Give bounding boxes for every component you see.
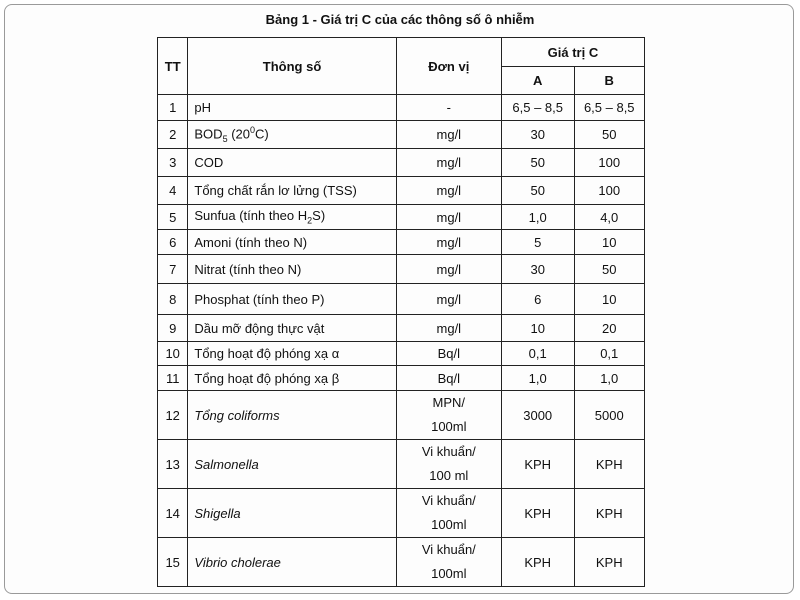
row-value-a: 1,0 bbox=[501, 205, 574, 230]
row-tt: 9 bbox=[158, 315, 188, 342]
row-unit: mg/l bbox=[396, 315, 501, 342]
row-tt: 2 bbox=[158, 121, 188, 149]
row-tt: 7 bbox=[158, 255, 188, 284]
row-tt: 14 bbox=[158, 489, 188, 538]
row-unit: Bq/l bbox=[396, 366, 501, 391]
row-unit: mg/l bbox=[396, 149, 501, 177]
row-value-a: 5 bbox=[501, 230, 574, 255]
pollution-parameters-table bbox=[157, 37, 645, 587]
table-row bbox=[158, 284, 645, 315]
row-name-part: C) bbox=[255, 126, 269, 142]
row-value-b: 10 bbox=[574, 284, 645, 315]
row-unit-line: 100ml bbox=[431, 517, 467, 532]
row-unit-line: Vi khuẩn/ bbox=[421, 542, 476, 557]
table-row bbox=[158, 205, 645, 230]
table-row bbox=[158, 391, 645, 440]
header-tt: TT bbox=[158, 38, 188, 95]
row-value-a: KPH bbox=[501, 489, 574, 538]
row-value-b: 20 bbox=[574, 315, 645, 342]
table-row bbox=[158, 95, 645, 121]
row-value-a: 50 bbox=[501, 177, 574, 205]
row-value-a: 0,1 bbox=[501, 342, 574, 366]
row-value-b: 10 bbox=[574, 230, 645, 255]
row-unit bbox=[396, 489, 501, 538]
row-value-b: 50 bbox=[574, 121, 645, 149]
table-row bbox=[158, 255, 645, 284]
table-row bbox=[158, 342, 645, 366]
table-row bbox=[158, 489, 645, 538]
row-value-b: KPH bbox=[574, 440, 645, 489]
row-name: Tổng hoạt độ phóng xạ α bbox=[188, 342, 396, 366]
row-value-a: 1,0 bbox=[501, 366, 574, 391]
table-row bbox=[158, 366, 645, 391]
table-row bbox=[158, 149, 645, 177]
row-unit-line: 100ml bbox=[431, 419, 467, 434]
row-tt: 5 bbox=[158, 205, 188, 230]
row-value-a: 50 bbox=[501, 149, 574, 177]
row-unit: mg/l bbox=[396, 177, 501, 205]
row-unit: Bq/l bbox=[396, 342, 501, 366]
row-value-b: 6,5 – 8,5 bbox=[574, 95, 645, 121]
row-unit bbox=[396, 440, 501, 489]
row-name: Vibrio cholerae bbox=[188, 538, 396, 587]
row-name: pH bbox=[188, 95, 396, 121]
row-value-b: KPH bbox=[574, 538, 645, 587]
header-a: A bbox=[501, 67, 574, 95]
row-tt: 13 bbox=[158, 440, 188, 489]
row-value-a: KPH bbox=[501, 440, 574, 489]
row-value-a: 6 bbox=[501, 284, 574, 315]
header-b: B bbox=[574, 67, 645, 95]
row-name bbox=[188, 205, 396, 230]
table-row bbox=[158, 230, 645, 255]
row-name: Nitrat (tính theo N) bbox=[188, 255, 396, 284]
table-row bbox=[158, 440, 645, 489]
header-don-vi: Đơn vị bbox=[396, 38, 501, 95]
row-name-subscript: 2 bbox=[307, 215, 313, 226]
row-value-b: 100 bbox=[574, 177, 645, 205]
row-name-part: Sunfua (tính theo H bbox=[194, 208, 308, 224]
row-unit: mg/l bbox=[396, 230, 501, 255]
row-tt: 11 bbox=[158, 366, 188, 391]
row-value-a: 10 bbox=[501, 315, 574, 342]
row-value-b: 1,0 bbox=[574, 366, 645, 391]
row-unit: mg/l bbox=[396, 205, 501, 230]
table-row bbox=[158, 177, 645, 205]
table-row bbox=[158, 315, 645, 342]
row-tt: 1 bbox=[158, 95, 188, 121]
row-name-part: (20 bbox=[227, 126, 250, 142]
row-value-a: KPH bbox=[501, 538, 574, 587]
row-value-a: 3000 bbox=[501, 391, 574, 440]
row-unit-line: MPN/ bbox=[432, 395, 466, 410]
row-name: Tổng hoạt độ phóng xạ β bbox=[188, 366, 396, 391]
row-value-b: 5000 bbox=[574, 391, 645, 440]
row-name: Amoni (tính theo N) bbox=[188, 230, 396, 255]
header-gia-tri-c: Giá trị C bbox=[501, 38, 644, 67]
row-value-a: 30 bbox=[501, 121, 574, 149]
row-unit-line: Vi khuẩn/ bbox=[421, 444, 476, 459]
table-title: Bảng 1 - Giá trị C của các thông số ô nhiễm bbox=[265, 12, 535, 27]
row-name: Salmonella bbox=[188, 440, 396, 489]
row-value-b: 50 bbox=[574, 255, 645, 284]
row-unit: mg/l bbox=[396, 121, 501, 149]
row-name: Dầu mỡ động thực vật bbox=[188, 315, 396, 342]
row-value-b: 0,1 bbox=[574, 342, 645, 366]
row-name: Tổng chất rắn lơ lửng (TSS) bbox=[188, 177, 396, 205]
row-unit-line: 100 ml bbox=[429, 468, 469, 483]
row-unit-line: Vi khuẩn/ bbox=[421, 493, 476, 508]
row-tt: 3 bbox=[158, 149, 188, 177]
row-name-part: BOD bbox=[194, 126, 223, 142]
row-value-a: 30 bbox=[501, 255, 574, 284]
row-tt: 4 bbox=[158, 177, 188, 205]
header-row bbox=[158, 38, 645, 67]
table-row bbox=[158, 121, 645, 149]
row-unit: mg/l bbox=[396, 255, 501, 284]
row-tt: 8 bbox=[158, 284, 188, 315]
row-unit: - bbox=[396, 95, 501, 121]
row-unit-line: 100ml bbox=[431, 566, 467, 581]
row-value-a: 6,5 – 8,5 bbox=[501, 95, 574, 121]
row-value-b: KPH bbox=[574, 489, 645, 538]
header-thong-so: Thông số bbox=[188, 38, 396, 95]
row-unit: mg/l bbox=[396, 284, 501, 315]
row-tt: 6 bbox=[158, 230, 188, 255]
row-name: Shigella bbox=[188, 489, 396, 538]
row-name bbox=[188, 121, 396, 149]
row-value-b: 100 bbox=[574, 149, 645, 177]
row-tt: 10 bbox=[158, 342, 188, 366]
row-name: Phosphat (tính theo P) bbox=[188, 284, 396, 315]
row-name: Tổng coliforms bbox=[188, 391, 396, 440]
row-name-superscript: 0 bbox=[249, 125, 255, 136]
row-name-part: S) bbox=[312, 208, 326, 224]
row-name-subscript: 5 bbox=[222, 133, 228, 144]
row-value-b: 4,0 bbox=[574, 205, 645, 230]
row-unit bbox=[396, 538, 501, 587]
row-unit bbox=[396, 391, 501, 440]
row-tt: 12 bbox=[158, 391, 188, 440]
table-row bbox=[158, 538, 645, 587]
row-tt: 15 bbox=[158, 538, 188, 587]
row-name: COD bbox=[188, 149, 396, 177]
